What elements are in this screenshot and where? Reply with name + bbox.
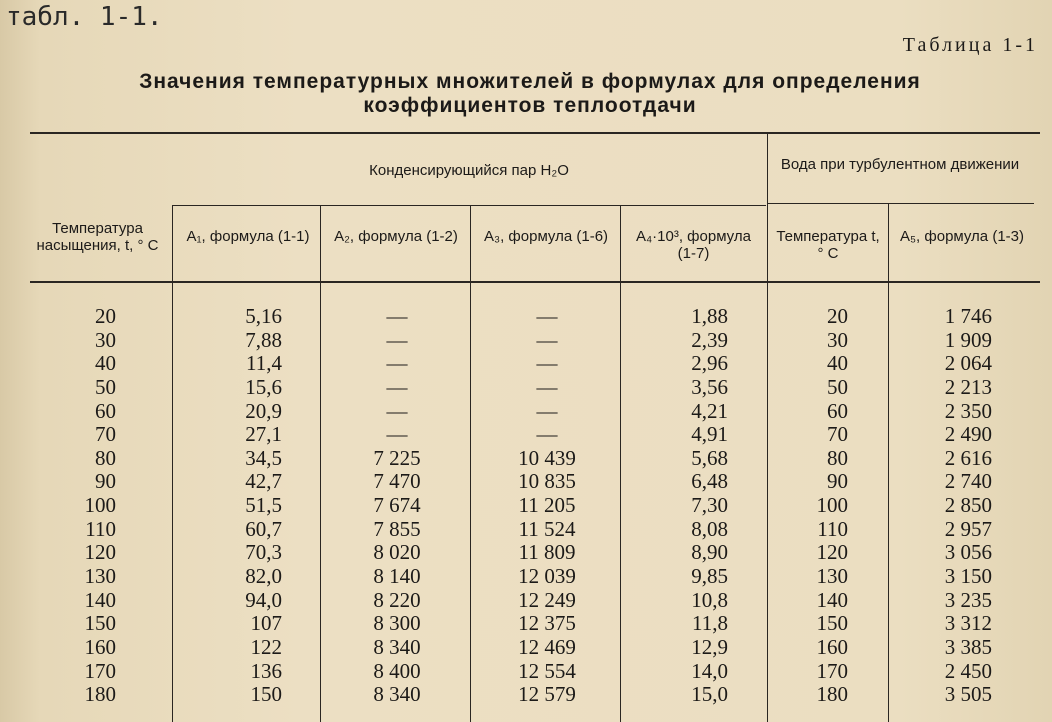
table-cell: 160 (84, 634, 116, 659)
table-cell: 30 (827, 327, 848, 352)
table-cell: — (536, 398, 558, 423)
group-header-rule-water (768, 203, 1034, 204)
table-cell: 110 (85, 516, 116, 541)
table-cell: 12 039 (518, 564, 576, 589)
table-cell: 20,9 (245, 398, 282, 423)
table-cell: 110 (817, 516, 848, 541)
table-cell: 130 (816, 564, 848, 589)
table-cell: 3 235 (944, 587, 992, 612)
table-cell: 130 (84, 564, 116, 589)
table-cell: 2,39 (691, 327, 728, 352)
column-a1 (190, 305, 282, 707)
header-a5: A₅, формула (1-3) (900, 228, 1024, 245)
table-cell: — (386, 304, 408, 328)
column-t-water (790, 305, 848, 707)
table-cell: 3,56 (691, 374, 728, 399)
table-cell: 160 (816, 634, 848, 659)
header-a1: A₁, формула (1-1) (186, 228, 310, 245)
table-cell: — (386, 422, 408, 447)
table-cell: 90 (95, 469, 116, 494)
table-cell: 11 205 (518, 493, 576, 518)
table-cell: 60 (95, 398, 116, 423)
table-cell: 170 (84, 658, 116, 683)
table-cell: 11,8 (692, 611, 728, 636)
table-cell: 150 (250, 682, 282, 707)
table-cell: — (386, 327, 408, 352)
table-cell: 34,5 (245, 445, 282, 470)
table-cell: — (536, 304, 558, 328)
table-cell: 8,90 (691, 540, 728, 565)
table-cell: 12 554 (518, 658, 576, 683)
table-cell: 150 (816, 611, 848, 636)
table-cell: 80 (827, 445, 848, 470)
table-cell: 80 (95, 445, 116, 470)
table-cell: 122 (250, 634, 282, 659)
table-cell: 94,0 (245, 587, 282, 612)
table-cell: — (536, 327, 558, 352)
table-cell: 50 (95, 374, 116, 399)
table-title-line-1: Значения температурных множителей в формулах для определения (139, 70, 921, 93)
table-cell: 3 150 (944, 564, 992, 589)
table-cell: 2 850 (944, 493, 992, 518)
table-cell: 12,9 (691, 634, 728, 659)
table-cell: 90 (827, 469, 848, 494)
table-cell: 15,6 (245, 374, 282, 399)
table-cell: — (386, 351, 408, 376)
table-cell: 6,48 (691, 469, 728, 494)
top-rule (30, 132, 1040, 134)
table-cell: 8 220 (373, 587, 421, 612)
table-cell: 9,85 (691, 564, 728, 589)
table-cell: — (536, 351, 558, 376)
table-cell: — (386, 398, 408, 423)
header-a4: A₄·10³, формула (1-7) (636, 228, 751, 262)
table-cell: 12 249 (518, 587, 576, 612)
table-cell: 107 (250, 611, 282, 636)
table-cell: 120 (84, 540, 116, 565)
header-a3: A₃, формула (1-6) (483, 228, 609, 245)
table-cell: 27,1 (245, 422, 282, 447)
header-t-water: Температура t, ° C (776, 228, 880, 262)
table-cell: 3 385 (944, 634, 992, 659)
table-cell: 2 064 (944, 351, 992, 376)
table-cell: 10 439 (518, 445, 576, 470)
table-cell: 10 835 (518, 469, 576, 494)
table-cell: 120 (816, 540, 848, 565)
table-cell: 2 490 (944, 422, 992, 447)
table-cell: 1 909 (944, 327, 992, 352)
column-a2 (322, 305, 472, 707)
table-cell: 3 505 (944, 682, 992, 707)
table-cell: 50 (827, 374, 848, 399)
table-cell: — (386, 374, 408, 399)
table-cell: 12 375 (518, 611, 576, 636)
header-t-sat: Температура насыщения, t, ° C (36, 220, 159, 254)
table-cell: 15,0 (691, 682, 728, 707)
column-t-sat (50, 305, 116, 707)
table-cell: 150 (84, 611, 116, 636)
table-cell: — (536, 374, 558, 399)
table-cell: 8 300 (373, 611, 421, 636)
handwritten-note: табл. 1-1. (6, 2, 163, 32)
table-cell: 8,08 (691, 516, 728, 541)
table-cell: 2 957 (944, 516, 992, 541)
header-a2: A₂, формула (1-2) (334, 228, 458, 245)
table-number-label: Таблица 1-1 (902, 34, 1038, 56)
table-cell: 2 450 (944, 658, 992, 683)
table-cell: 140 (816, 587, 848, 612)
table-cell: 70,3 (245, 540, 282, 565)
table-cell: 2 740 (944, 469, 992, 494)
table-cell: 100 (816, 493, 848, 518)
table-cell: 4,91 (691, 422, 728, 447)
table-cell: 170 (816, 658, 848, 683)
table-cell: 5,68 (691, 445, 728, 470)
table-cell: 20 (827, 304, 848, 328)
table-cell: 30 (95, 327, 116, 352)
column-a4 (640, 305, 728, 707)
table-cell: 3 312 (944, 611, 992, 636)
table-cell: 136 (250, 658, 282, 683)
group-header-steam: Конденсирующийся пар H₂O (369, 162, 569, 179)
table-cell: 2 213 (944, 374, 992, 399)
column-divider-2 (320, 206, 321, 722)
table-cell: 7,88 (245, 327, 282, 352)
table-cell: 7 855 (373, 516, 421, 541)
table-cell: 11 809 (518, 540, 576, 565)
table-cell: 7 470 (373, 469, 421, 494)
table-cell: 82,0 (245, 564, 282, 589)
table-cell: 2,96 (691, 351, 728, 376)
table-cell: 14,0 (691, 658, 728, 683)
table-cell: 8 020 (373, 540, 421, 565)
table-cell: 2 616 (944, 445, 992, 470)
table-cell: 140 (84, 587, 116, 612)
table-cell: 11,4 (246, 351, 282, 376)
table-cell: 12 469 (518, 634, 576, 659)
table-cell: — (536, 422, 558, 447)
table-cell: 8 340 (373, 682, 421, 707)
table-cell: 3 056 (944, 540, 992, 565)
table-cell: 8 140 (373, 564, 421, 589)
table-cell: 4,21 (691, 398, 728, 423)
column-a3 (472, 305, 622, 707)
table-cell: 1,88 (691, 304, 728, 328)
column-divider-group (767, 134, 768, 722)
table-cell: 42,7 (245, 469, 282, 494)
table-cell: 100 (84, 493, 116, 518)
table-cell: 40 (95, 351, 116, 376)
table-cell: 11 524 (518, 516, 576, 541)
group-header-rule-steam (172, 205, 766, 206)
table-cell: 51,5 (245, 493, 282, 518)
table-cell: 7 225 (373, 445, 421, 470)
table-cell: 2 350 (944, 398, 992, 423)
table-cell: 8 340 (373, 634, 421, 659)
column-divider-1 (172, 206, 173, 722)
table-title-line-2: коэффициентов теплоотдачи (363, 94, 697, 117)
table-cell: 12 579 (518, 682, 576, 707)
column-a5 (900, 305, 992, 707)
table-cell: 8 400 (373, 658, 421, 683)
table-cell: 70 (827, 422, 848, 447)
table-cell: 5,16 (245, 304, 282, 328)
table-cell: 40 (827, 351, 848, 376)
table-cell: 7,30 (691, 493, 728, 518)
table-cell: 180 (84, 682, 116, 707)
table-cell: 1 746 (944, 304, 992, 328)
group-header-water: Вода при турбулентном движении (780, 156, 1020, 173)
table-cell: 7 674 (373, 493, 421, 518)
table-cell: 60,7 (245, 516, 282, 541)
table-cell: 20 (95, 304, 116, 328)
table-cell: 10,8 (691, 587, 728, 612)
table-cell: 60 (827, 398, 848, 423)
table-cell: 180 (816, 682, 848, 707)
table-cell: 70 (95, 422, 116, 447)
column-divider-6 (888, 204, 889, 722)
